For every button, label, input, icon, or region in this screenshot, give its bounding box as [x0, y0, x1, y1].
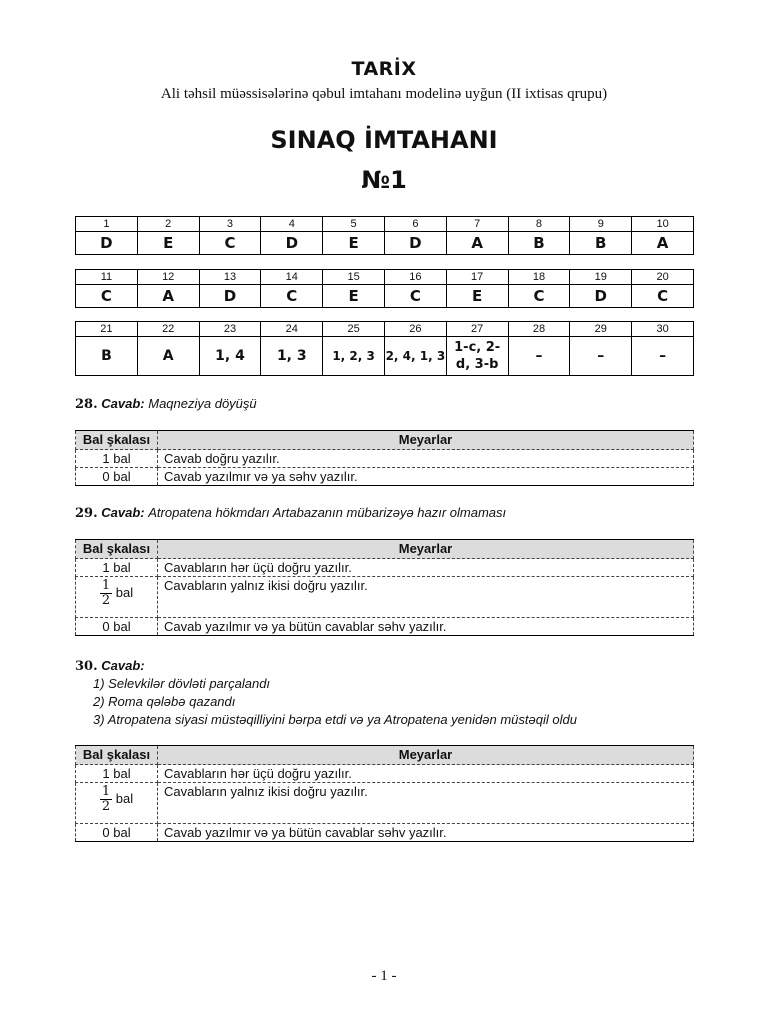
question-number: 27: [446, 322, 508, 337]
question-number: 26: [384, 322, 446, 337]
criteria-header: Meyarlar: [158, 431, 694, 450]
score-scale-header: Bal şkalası: [76, 746, 158, 765]
question-number: 2: [137, 217, 199, 232]
answer-cell: D: [261, 232, 323, 255]
score-cell: 1 bal: [76, 450, 158, 468]
answer-cell: A: [137, 337, 199, 376]
criteria-row: [76, 468, 694, 486]
score-cell: 0 bal: [76, 618, 158, 636]
answer-item: 2) Roma qələbə qazandı: [93, 694, 236, 709]
answer-key-table-3: [75, 321, 694, 376]
question-number: 19: [570, 270, 632, 285]
score-cell: 1 bal: [76, 559, 158, 577]
score-scale-header: Bal şkalası: [76, 540, 158, 559]
answer-cell: C: [199, 232, 261, 255]
answer-cell: E: [137, 232, 199, 255]
criteria-row: [76, 765, 694, 783]
criteria-cell: Cavabların yalnız ikisi doğru yazılır.: [158, 577, 694, 618]
half-score: [100, 577, 133, 608]
answer-cell: D: [199, 285, 261, 308]
score-suffix: bal: [115, 790, 134, 806]
fraction-numerator: 1: [101, 784, 111, 799]
answer-item: 3) Atropatena siyasi müstəqilliyini bərpa etdi və ya Atropatena yenidən müstəqil oldu: [93, 712, 577, 727]
answer-key-answer-row: [76, 232, 694, 255]
score-cell: [76, 577, 158, 618]
score-cell: [76, 783, 158, 824]
question-number: 28: [508, 322, 570, 337]
fraction: [100, 579, 112, 608]
score-cell: 1 bal: [76, 765, 158, 783]
question-28-answer: [75, 396, 257, 412]
answer-cell: A: [446, 232, 508, 255]
question-number: 24: [261, 322, 323, 337]
criteria-header-row: [76, 746, 694, 765]
criteria-cell: Cavabların hər üçü doğru yazılır.: [158, 765, 694, 783]
question-number: 1: [76, 217, 138, 232]
criteria-row: [76, 618, 694, 636]
subject-subtitle: Ali təhsil müəssisələrinə qəbul imtahanı modelinə uyğun (II ixtisas qrupu): [160, 86, 608, 102]
answer-cell: –: [570, 337, 632, 376]
exam-title: SINAQ İMTAHANI: [270, 126, 498, 154]
answer-key-table-2: [75, 269, 694, 308]
answer-key-number-row: [76, 217, 694, 232]
answer-cell: C: [508, 285, 570, 308]
question-number: 30: [632, 322, 694, 337]
question-30-answer: [75, 658, 145, 674]
question-number: 29.: [75, 506, 98, 521]
score-cell: 0 bal: [76, 824, 158, 842]
question-number: 3: [199, 217, 261, 232]
question-number: 30.: [75, 659, 98, 674]
question-number: 12: [137, 270, 199, 285]
question-number: 13: [199, 270, 261, 285]
criteria-cell: Cavab yazılmır və ya bütün cavablar səhv yazılır.: [158, 824, 694, 842]
answer-label: Cavab:: [101, 658, 145, 673]
criteria-header-row: [76, 431, 694, 450]
answer-cell: E: [446, 285, 508, 308]
question-number: 8: [508, 217, 570, 232]
question-number: 28.: [75, 397, 98, 412]
question-number: 20: [632, 270, 694, 285]
criteria-table-30: [75, 745, 694, 842]
answer-cell: C: [261, 285, 323, 308]
criteria-cell: Cavab doğru yazılır.: [158, 450, 694, 468]
question-number: 22: [137, 322, 199, 337]
question-number: 6: [384, 217, 446, 232]
criteria-header: Meyarlar: [158, 540, 694, 559]
question-number: 10: [632, 217, 694, 232]
page-number: - 1 -: [371, 968, 397, 984]
criteria-row: [76, 450, 694, 468]
answer-cell: D: [76, 232, 138, 255]
fraction-denominator: 2: [101, 799, 111, 814]
criteria-table-28: [75, 430, 694, 486]
exam-number: №1: [361, 166, 407, 194]
question-number: 23: [199, 322, 261, 337]
question-number: 15: [323, 270, 385, 285]
answer-label: Cavab:: [101, 396, 145, 411]
answer-cell: B: [76, 337, 138, 376]
criteria-header-row: [76, 540, 694, 559]
question-number: 4: [261, 217, 323, 232]
answer-cell: B: [570, 232, 632, 255]
question-number: 16: [384, 270, 446, 285]
answer-label: Cavab:: [101, 505, 145, 520]
question-number: 7: [446, 217, 508, 232]
answer-cell: E: [323, 285, 385, 308]
criteria-cell: Cavabların hər üçü doğru yazılır.: [158, 559, 694, 577]
question-number: 25: [323, 322, 385, 337]
answer-key-number-row: [76, 270, 694, 285]
question-number: 11: [76, 270, 138, 285]
answer-key-table-1: [75, 216, 694, 255]
criteria-row: [76, 783, 694, 824]
answer-cell: B: [508, 232, 570, 255]
answer-text: Maqneziya döyüşü: [148, 396, 257, 411]
answer-text: Atropatena hökmdarı Artabazanın mübarizəyə hazır olmaması: [148, 505, 507, 520]
answer-key-answer-row: [76, 337, 694, 376]
half-score: [100, 783, 133, 814]
fraction-numerator: 1: [101, 578, 111, 593]
answer-cell: 1, 2, 3: [323, 337, 385, 376]
score-cell: 0 bal: [76, 468, 158, 486]
fraction-denominator: 2: [101, 593, 111, 608]
criteria-cell: Cavab yazılmır və ya bütün cavablar səhv yazılır.: [158, 618, 694, 636]
score-scale-header: Bal şkalası: [76, 431, 158, 450]
criteria-row: [76, 577, 694, 618]
answer-cell: D: [570, 285, 632, 308]
question-number: 18: [508, 270, 570, 285]
question-number: 21: [76, 322, 138, 337]
answer-cell: –: [632, 337, 694, 376]
question-number: 29: [570, 322, 632, 337]
answer-cell: 1-c, 2-d, 3-b: [446, 337, 508, 376]
question-number: 5: [323, 217, 385, 232]
answer-cell: –: [508, 337, 570, 376]
answer-cell: E: [323, 232, 385, 255]
answer-cell: 1, 4: [199, 337, 261, 376]
answer-key-answer-row: [76, 285, 694, 308]
criteria-cell: Cavab yazılmır və ya səhv yazılır.: [158, 468, 694, 486]
answer-cell: A: [632, 232, 694, 255]
score-suffix: bal: [115, 584, 134, 600]
answer-cell: C: [76, 285, 138, 308]
question-number: 14: [261, 270, 323, 285]
subject-title: TARİX: [351, 58, 417, 80]
question-29-answer: [75, 505, 506, 521]
answer-key-number-row: [76, 322, 694, 337]
answer-cell: C: [632, 285, 694, 308]
criteria-row: [76, 559, 694, 577]
criteria-header: Meyarlar: [158, 746, 694, 765]
criteria-row: [76, 824, 694, 842]
answer-cell: 2, 4, 1, 3: [384, 337, 446, 376]
criteria-cell: Cavabların yalnız ikisi doğru yazılır.: [158, 783, 694, 824]
answer-item: 1) Selevkilər dövləti parçalandı: [93, 676, 271, 691]
fraction: [100, 785, 112, 814]
answer-cell: 1, 3: [261, 337, 323, 376]
answer-cell: C: [384, 285, 446, 308]
question-number: 17: [446, 270, 508, 285]
answer-cell: D: [384, 232, 446, 255]
question-number: 9: [570, 217, 632, 232]
answer-cell: A: [137, 285, 199, 308]
criteria-table-29: [75, 539, 694, 636]
